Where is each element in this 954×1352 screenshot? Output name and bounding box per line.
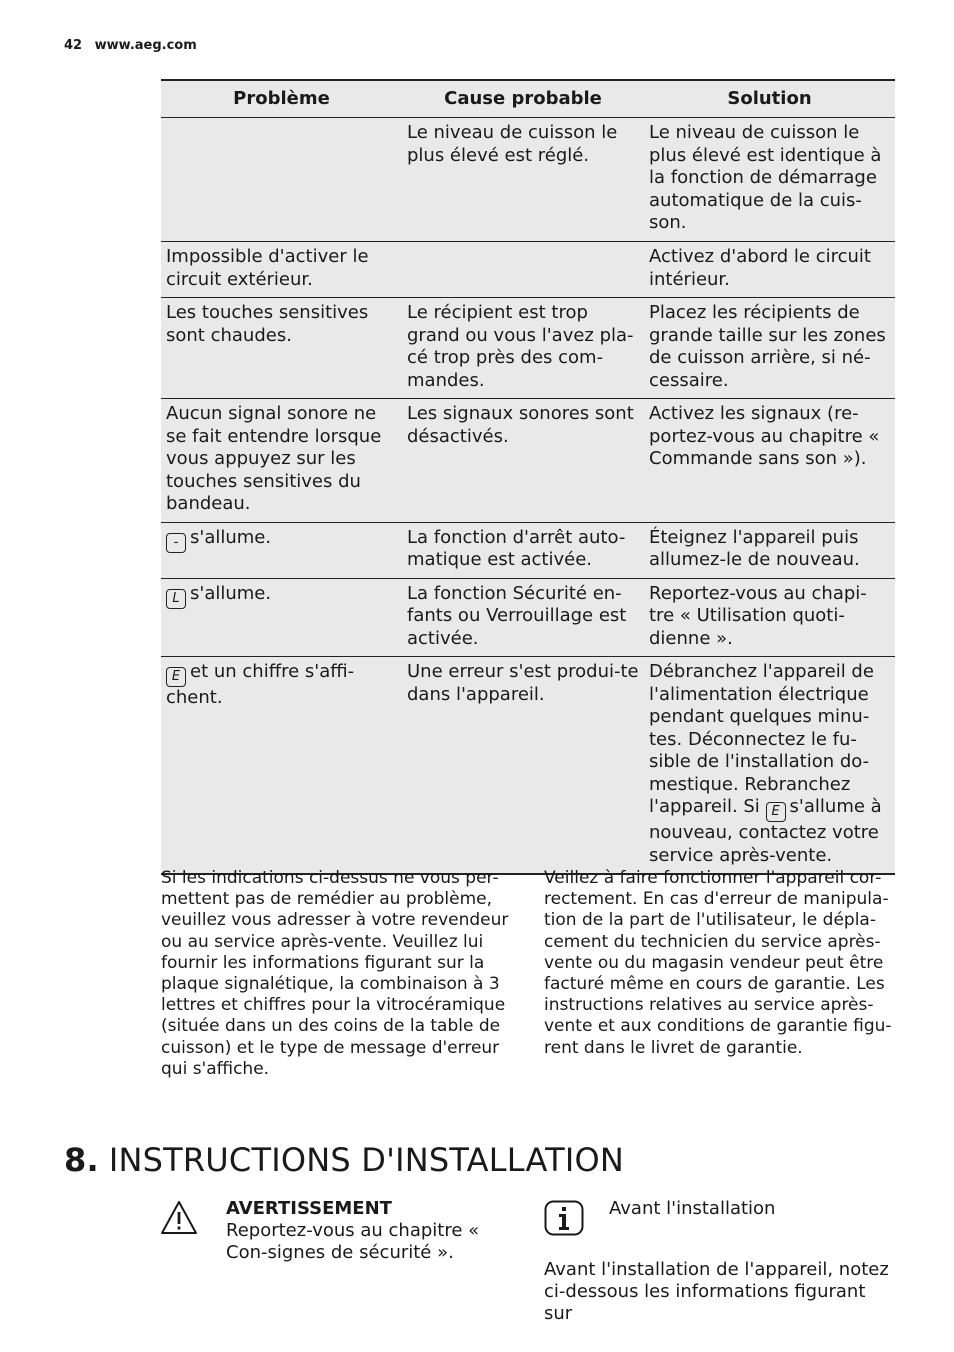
cell-cause: Le niveau de cuisson le plus élevé est réglé.	[402, 118, 644, 242]
info-paragraph: Avant l'installation de l'appareil, notez ci-dessous les informations figurant sur	[544, 1259, 889, 1324]
cell-problem: Aucun signal sonore ne se fait entendre lorsque vous appuyez sur les touches sensitives du bandeau.	[161, 399, 402, 523]
cell-problem-text: s'allume.	[190, 526, 272, 548]
cell-cause: La fonction Sécurité en-fants ou Verrouillage est activée.	[402, 578, 644, 657]
warning-triangle-icon	[160, 1200, 198, 1236]
cell-cause: Le récipient est trop grand ou vous l'avez pla-cé trop près des com-mandes.	[402, 298, 644, 399]
cell-problem	[161, 118, 402, 242]
section-title: INSTRUCTIONS D'INSTALLATION	[108, 1141, 625, 1179]
cell-problem	[161, 522, 402, 578]
warning-text: Reportez-vous au chapitre « Con-signes de sécurité ».	[226, 1220, 480, 1263]
warning-title: AVERTISSEMENT	[226, 1198, 392, 1219]
page-number: 42	[64, 38, 83, 53]
table-row	[161, 118, 895, 242]
table-row	[161, 578, 895, 657]
troubleshooting-table	[161, 79, 895, 875]
cell-problem: Les touches sensitives sont chaudes.	[161, 298, 402, 399]
cell-problem: Impossible d'activer le circuit extérieur.	[161, 242, 402, 298]
info-label: Avant l'installation	[609, 1198, 776, 1219]
warning-block	[226, 1198, 526, 1264]
table-row	[161, 242, 895, 298]
cell-problem-text: s'allume.	[190, 582, 272, 604]
cell-solution: Le niveau de cuisson le plus élevé est identique à la fonction de démarrage automatique de la cuis-son.	[644, 118, 895, 242]
cell-problem	[161, 578, 402, 657]
note-right-paragraph: Veillez à faire fonctionner l'appareil cor-rectement. En cas d'erreur de manipula-tion de la part de l'utilisateur, le dépla-cement du technicien du service après-vente ou du magasin vendeur peut être facturé même en cours de garantie. Les instructions relatives au service après-vente et aux conditions de garantie figu-rent dans le livret de garantie.	[544, 868, 892, 1058]
section-heading	[64, 1140, 624, 1180]
section-number: 8.	[64, 1141, 99, 1179]
cell-solution: Placez les récipients de grande taille sur les zones de cuisson arrière, si né-cessaire.	[644, 298, 895, 399]
cell-problem	[161, 657, 402, 875]
cell-solution-text: s'allume à nouveau, contactez votre service après-vente.	[649, 796, 882, 866]
cell-solution: Activez les signaux (re-portez-vous au chapitre « Commande sans son »).	[644, 399, 895, 523]
cell-problem-text: et un chiffre s'affi-chent.	[166, 661, 355, 708]
cell-solution	[644, 657, 895, 875]
table-row	[161, 298, 895, 399]
cell-cause: Une erreur s'est produi-te dans l'appareil.	[402, 657, 644, 875]
note-left-paragraph: Si les indications ci-dessus ne vous per-mettent pas de remédier au problème, veuillez vous adresser à votre revendeur ou au service après-vente. Veuillez lui fournir les informations figurant sur la plaque signalétique, la combinaison à 3 lettres et chiffres pour la vitrocéramique (située dans un des coins de la table de cuisson) et le type de message d'erreur qui s'affiche.	[161, 868, 509, 1079]
cell-cause	[402, 242, 644, 298]
table-row	[161, 399, 895, 523]
column-header-cause: Cause probable	[402, 80, 644, 118]
page-header	[64, 38, 197, 53]
table-row	[161, 522, 895, 578]
cell-solution: Activez d'abord le circuit intérieur.	[644, 242, 895, 298]
display-error-symbol-icon: E	[166, 667, 186, 687]
website-link[interactable]: www.aeg.com	[94, 38, 197, 53]
column-header-solution: Solution	[644, 80, 895, 118]
display-dash-symbol-icon: -	[166, 533, 186, 553]
info-icon	[544, 1200, 584, 1236]
cell-solution-text: Débranchez l'appareil de l'alimentation électrique pendant quelques minu-tes. Déconnectez le fu-sible de l'installation do-mestique. Rebranchez l'appareil. Si	[649, 661, 874, 817]
display-lock-symbol-icon: L	[166, 589, 186, 609]
column-header-problem: Problème	[161, 80, 402, 118]
cell-cause: La fonction d'arrêt auto-matique est activée.	[402, 522, 644, 578]
table-row	[161, 657, 895, 875]
display-error-symbol-icon: E	[766, 802, 786, 822]
table-header-row	[161, 80, 895, 118]
cell-solution: Reportez-vous au chapi-tre « Utilisation quoti-dienne ».	[644, 578, 895, 657]
cell-solution: Éteignez l'appareil puis allumez-le de nouveau.	[644, 522, 895, 578]
cell-cause: Les signaux sonores sont désactivés.	[402, 399, 644, 523]
